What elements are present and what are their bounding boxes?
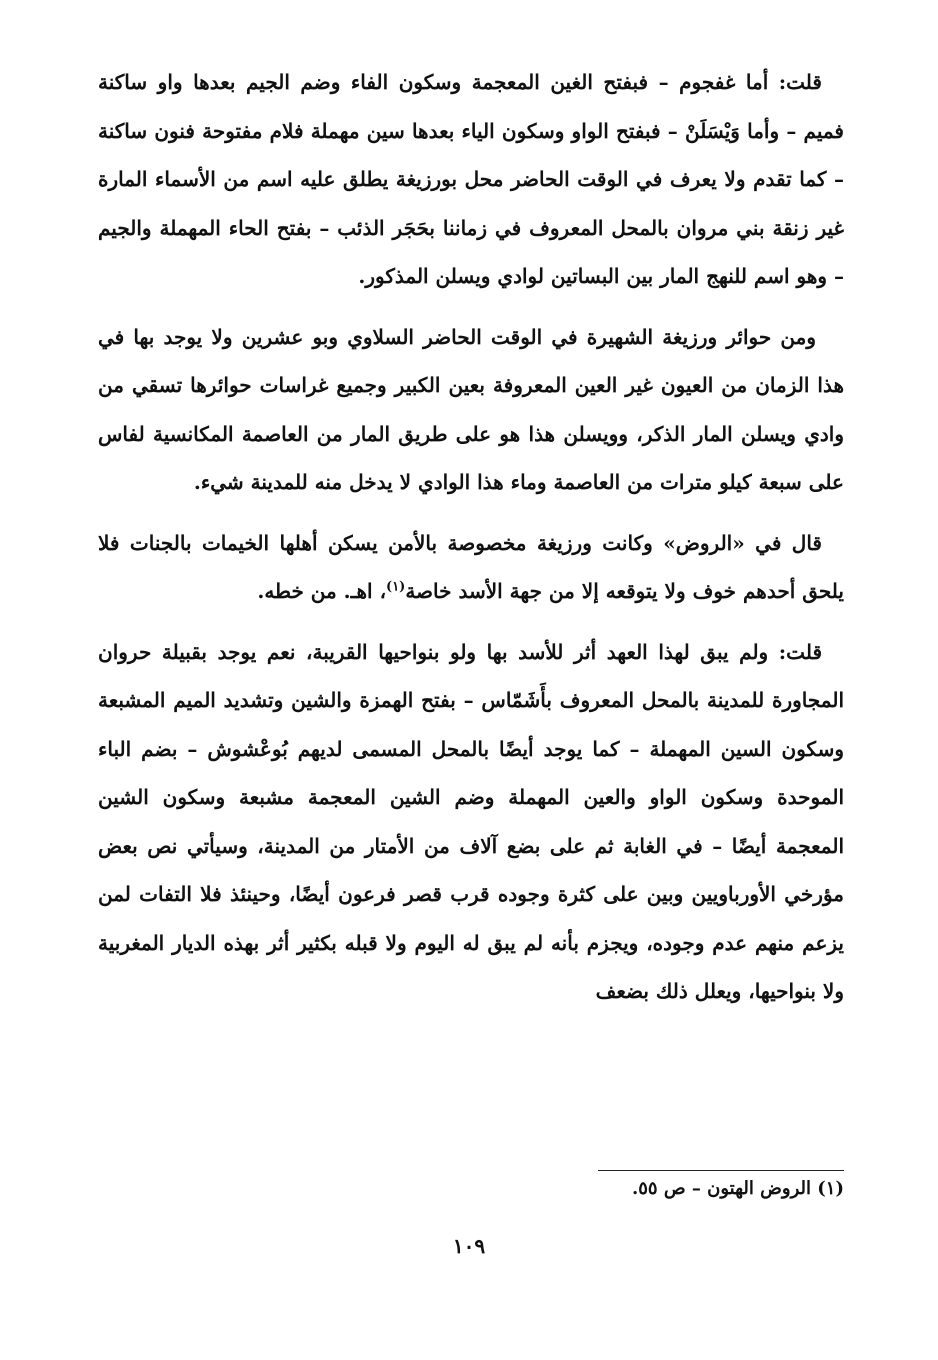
quote-ending: ، اهـ. من خطه. [257, 579, 387, 603]
body-text [98, 58, 844, 1028]
footnote-divider [598, 1170, 844, 1171]
paragraph-ghafjum: قلت: أما غفجوم – فبفتح الغين المعجمة وسكون الفاء وضم الجيم بعدها واو ساكنة فميم – وأما وَيْسَلَنْ – فبفتح الواو وسكون الياء بعدها سين مهملة فلام مفتوحة فنون ساكنة – كما تقدم ولا يعرف في الوقت الحاضر محل بورزيغة يطلق عليه اسم من الأسماء المارة غير زنقة بني مروان بالمحل المعروف في زماننا بحَجَر الذئب – بفتح الحاء المهملة والجيم – وهو اسم للنهج المار بين البساتين لوادي ويسلن المذكور. [98, 70, 844, 288]
page-number: ١٠٩ [452, 1234, 486, 1258]
paragraph-hawair: ومن حوائر ورزيغة الشهيرة في الوقت الحاضر السلاوي وبو عشرين ولا يوجد بها في هذا الزمان من العيون غير العين المعروفة بعين الكبير وجميع غراسات حوائرها تسقي من وادي ويسلن المار الذكر، وويسلن هذا هو على طريق المار من العاصمة المكانسية لفاس على سبعة كيلو مترات من العاصمة وماء هذا الوادي لا يدخل منه للمدينة شيء. [98, 324, 844, 494]
paragraph-rawd-quote [98, 519, 844, 616]
quote-text: قال في «الروض» وكانت ورزيغة مخصوصة بالأمن يسكن أهلها الخيمات بالجنات فلا يلحق أحدهم خوف ولا يتوقعه إلا من جهة الأسد خاصة [98, 530, 844, 603]
footnote-text: (١) الروض الهتون – ص ٥٥. [631, 1178, 844, 1199]
paragraph-lions: قلت: ولم يبق لهذا العهد أثر للأسد بها ولو بنواحيها القريبة، نعم يوجد بقبيلة حروان المجاورة للمدينة بالمحل المعروف بأَشَمّاس – بفتح الهمزة والشين وتشديد الميم المشبعة وسكون السين المهملة – كما يوجد أيضًا بالمحل المسمى لديهم بُوعْشوش – بضم الباء الموحدة وسكون الواو والعين المهملة وضم الشين المعجمة مشبعة وسكون الشين المعجمة أيضًا – في الغابة ثم على بضع آلاف من الأمتار من المدينة، وسيأتي نص بعض مؤرخي الأورباويين وبين على كثرة وجوده قرب قصر فرعون أيضًا، وحينئذ فلا التفات لمن يزعم منهم عدم وجوده، ويجزم بأنه لم يبق له اليوم ولا قبله بكثير أثر بهذه الديار المغربية ولا بنواحيها، ويعلل ذلك بضعف [98, 639, 844, 1003]
footnote-ref-mark: (١) [386, 579, 406, 595]
